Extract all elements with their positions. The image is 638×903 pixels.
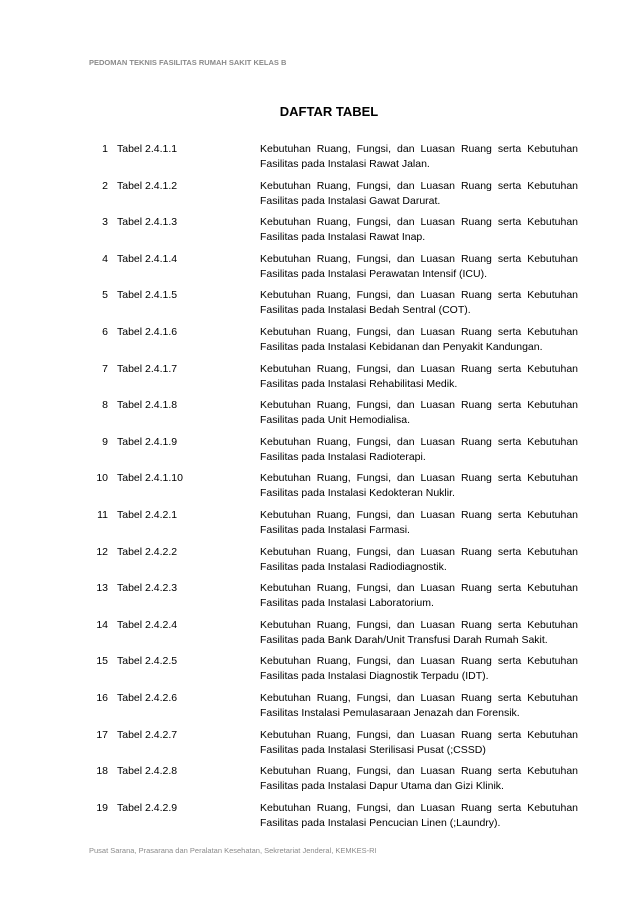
- item-number: 6: [102, 326, 108, 338]
- item-number: 17: [96, 728, 108, 741]
- table-reference: Tabel 2.4.2.9: [117, 801, 178, 814]
- description-line-1: Kebutuhan Ruang, Fungsi, dan Luasan Ruang serta Kebutuhan: [260, 216, 578, 229]
- item-number: 10: [96, 472, 108, 485]
- description-line-2: Fasilitas pada Instalasi Diagnostik Terpadu (IDT).: [260, 670, 489, 683]
- table-description: [260, 801, 578, 831]
- item-number: 9: [102, 435, 108, 448]
- item-number: 14: [96, 618, 108, 631]
- table-list-item: [0, 691, 638, 725]
- table-reference: Tabel 2.4.1.5: [117, 289, 178, 302]
- description-line-1: Kebutuhan Ruang, Fungsi, dan Luasan Ruang serta Kebutuhan: [260, 545, 578, 558]
- table-reference: Tabel 2.4.2.1: [117, 509, 178, 521]
- description-line-2: Fasilitas pada Instalasi Bedah Sentral (COT).: [260, 304, 471, 317]
- table-reference: Tabel 2.4.1.2: [117, 179, 178, 192]
- table-list-item: [0, 508, 638, 542]
- item-number: 8: [102, 399, 108, 412]
- description-line-2: Fasilitas pada Instalasi Pencucian Linen (;Laundry).: [260, 816, 501, 829]
- table-description: [260, 142, 578, 172]
- description-line-2: Fasilitas pada Instalasi Rawat Jalan.: [260, 158, 430, 170]
- table-reference: Tabel 2.4.1.1: [117, 143, 178, 155]
- description-line-2: Fasilitas pada Instalasi Kebidanan dan Penyakit Kandungan.: [260, 341, 543, 353]
- description-line-2: Fasilitas pada Instalasi Radiodiagnostik.: [260, 560, 447, 573]
- running-footer: Pusat Sarana, Prasarana dan Peralatan Kesehatan, Sekretariat Jenderal, KEMKES-RI: [89, 846, 377, 855]
- item-number: 4: [102, 252, 108, 265]
- table-list-item: [0, 618, 638, 652]
- table-description: [260, 215, 578, 245]
- table-reference: Tabel 2.4.1.9: [117, 435, 178, 448]
- table-list-item: [0, 801, 638, 835]
- table-list-item: [0, 252, 638, 286]
- description-line-1: Kebutuhan Ruang, Fungsi, dan Luasan Ruang serta Kebutuhan: [260, 618, 578, 631]
- table-reference: Tabel 2.4.2.5: [117, 655, 178, 668]
- item-number: 18: [96, 765, 108, 778]
- table-list-item: [0, 179, 638, 213]
- description-line-2: Fasilitas pada Unit Hemodialisa.: [260, 414, 410, 427]
- table-reference: Tabel 2.4.2.7: [117, 728, 178, 741]
- table-description: [260, 471, 578, 501]
- table-list-item: [0, 288, 638, 322]
- table-description: [260, 581, 578, 611]
- table-description: [260, 398, 578, 428]
- table-list-item: [0, 764, 638, 798]
- table-description: [260, 764, 578, 794]
- description-line-2: Fasilitas pada Bank Darah/Unit Transfusi Darah Rumah Sakit.: [260, 633, 548, 646]
- description-line-2: Fasilitas pada Instalasi Rehabilitasi Medik.: [260, 377, 458, 390]
- item-number: 2: [102, 179, 108, 192]
- description-line-1: Kebutuhan Ruang, Fungsi, dan Luasan Ruang serta Kebutuhan: [260, 801, 578, 814]
- description-line-1: Kebutuhan Ruang, Fungsi, dan Luasan Ruang serta Kebutuhan: [260, 399, 578, 412]
- table-list-item: [0, 654, 638, 688]
- table-reference: Tabel 2.4.1.10: [117, 472, 183, 485]
- table-description: [260, 288, 578, 318]
- table-list-item: [0, 435, 638, 469]
- item-number: 1: [102, 143, 108, 155]
- table-description: [260, 654, 578, 684]
- table-reference: Tabel 2.4.2.6: [117, 692, 178, 704]
- page-title: DAFTAR TABEL: [279, 104, 379, 119]
- description-line-1: Kebutuhan Ruang, Fungsi, dan Luasan Ruang serta Kebutuhan: [260, 289, 578, 302]
- table-description: [260, 545, 578, 575]
- table-reference: Tabel 2.4.1.3: [117, 216, 178, 229]
- table-reference: Tabel 2.4.1.4: [117, 252, 178, 265]
- description-line-1: Kebutuhan Ruang, Fungsi, dan Luasan Ruang serta Kebutuhan: [260, 252, 578, 265]
- description-line-2: Fasilitas pada Instalasi Laboratorium.: [260, 597, 434, 610]
- table-reference: Tabel 2.4.2.8: [117, 765, 178, 778]
- description-line-1: Kebutuhan Ruang, Fungsi, dan Luasan Ruang serta Kebutuhan: [260, 582, 578, 595]
- table-reference: Tabel 2.4.1.8: [117, 399, 178, 412]
- table-reference: Tabel 2.4.1.7: [117, 362, 178, 375]
- description-line-1: Kebutuhan Ruang, Fungsi, dan Luasan Ruang serta Kebutuhan: [260, 655, 578, 668]
- description-line-2: Fasilitas pada Instalasi Dapur Utama dan Gizi Klinik.: [260, 780, 504, 793]
- table-description: [260, 728, 578, 758]
- table-list-item: [0, 471, 638, 505]
- table-description: [260, 691, 578, 721]
- item-number: 5: [102, 289, 108, 302]
- description-line-2: Fasilitas pada Instalasi Sterilisasi Pusat (;CSSD): [260, 743, 486, 756]
- table-list-item: [0, 325, 638, 359]
- description-line-2: Fasilitas pada Instalasi Farmasi.: [260, 524, 410, 536]
- table-list-item: [0, 545, 638, 579]
- description-line-2: Fasilitas pada Instalasi Rawat Inap.: [260, 231, 426, 244]
- table-description: [260, 618, 578, 648]
- running-header: PEDOMAN TEKNIS FASILITAS RUMAH SAKIT KELAS B: [89, 58, 287, 67]
- description-line-1: Kebutuhan Ruang, Fungsi, dan Luasan Ruang serta Kebutuhan: [260, 326, 578, 338]
- table-description: [260, 435, 578, 465]
- table-list-item: [0, 398, 638, 432]
- description-line-2: Fasilitas pada Instalasi Kedokteran Nuklir.: [260, 487, 455, 500]
- description-line-1: Kebutuhan Ruang, Fungsi, dan Luasan Ruang serta Kebutuhan: [260, 435, 578, 448]
- item-number: 7: [102, 362, 108, 375]
- table-reference: Tabel 2.4.2.3: [117, 582, 178, 595]
- table-list-item: [0, 215, 638, 249]
- item-number: 12: [96, 545, 108, 558]
- table-list-item: [0, 362, 638, 396]
- table-description: [260, 179, 578, 209]
- description-line-1: Kebutuhan Ruang, Fungsi, dan Luasan Ruang serta Kebutuhan: [260, 143, 578, 155]
- item-number: 16: [96, 692, 108, 704]
- item-number: 11: [97, 509, 108, 521]
- description-line-2: Fasilitas pada Instalasi Perawatan Intensif (ICU).: [260, 267, 488, 280]
- table-list-item: [0, 728, 638, 762]
- table-description: [260, 508, 578, 538]
- item-number: 19: [96, 801, 108, 814]
- item-number: 13: [96, 582, 108, 595]
- table-list-item: [0, 581, 638, 615]
- table-list-item: [0, 142, 638, 176]
- table-reference: Tabel 2.4.2.2: [117, 545, 178, 558]
- item-number: 15: [96, 655, 108, 668]
- description-line-1: Kebutuhan Ruang, Fungsi, dan Luasan Ruang serta Kebutuhan: [260, 472, 578, 485]
- description-line-1: Kebutuhan Ruang, Fungsi, dan Luasan Ruang serta Kebutuhan: [260, 765, 578, 778]
- description-line-1: Kebutuhan Ruang, Fungsi, dan Luasan Ruang serta Kebutuhan: [260, 728, 578, 741]
- description-line-2: Fasilitas pada Instalasi Radioterapi.: [260, 450, 426, 463]
- table-reference: Tabel 2.4.1.6: [117, 326, 178, 338]
- table-description: [260, 252, 578, 282]
- description-line-2: Fasilitas Instalasi Pemulasaraan Jenazah dan Forensik.: [260, 707, 520, 719]
- description-line-1: Kebutuhan Ruang, Fungsi, dan Luasan Ruang serta Kebutuhan: [260, 179, 578, 192]
- table-description: [260, 362, 578, 392]
- description-line-2: Fasilitas pada Instalasi Gawat Darurat.: [260, 194, 441, 207]
- description-line-1: Kebutuhan Ruang, Fungsi, dan Luasan Ruang serta Kebutuhan: [260, 509, 578, 521]
- table-description: [260, 325, 578, 355]
- description-line-1: Kebutuhan Ruang, Fungsi, dan Luasan Ruang serta Kebutuhan: [260, 692, 578, 704]
- table-reference: Tabel 2.4.2.4: [117, 618, 178, 631]
- description-line-1: Kebutuhan Ruang, Fungsi, dan Luasan Ruang serta Kebutuhan: [260, 362, 578, 375]
- item-number: 3: [102, 216, 108, 229]
